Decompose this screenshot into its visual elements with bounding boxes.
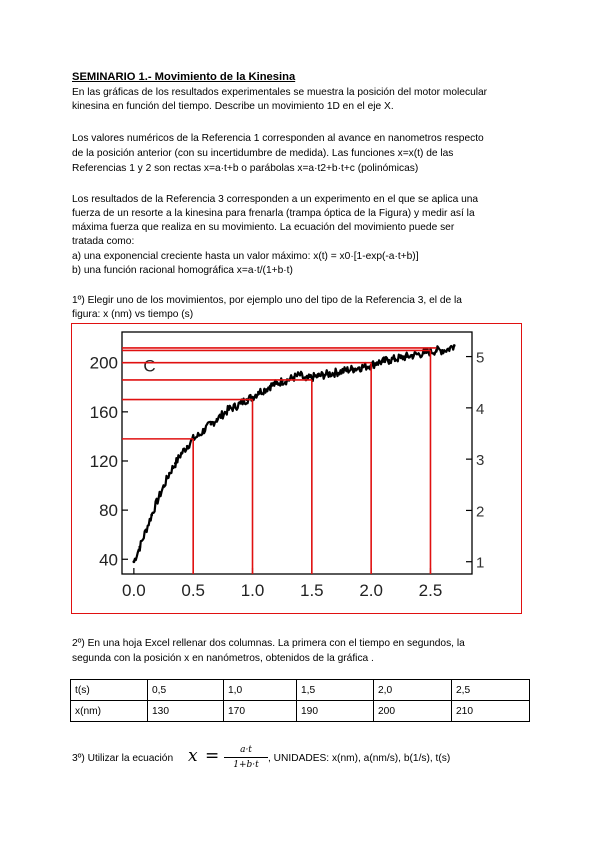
paragraph-line: b) una función racional homográfica x=a·t/(1+b·t)	[72, 265, 293, 276]
table-row	[71, 701, 530, 722]
table-cell: 2,5	[452, 680, 530, 701]
data-point	[174, 462, 177, 465]
data-point	[263, 388, 266, 391]
data-point	[316, 375, 319, 378]
data-point	[168, 472, 171, 475]
data-point	[180, 452, 183, 455]
x-tick-label: 0.5	[181, 581, 206, 600]
data-point	[310, 376, 313, 379]
data-point	[275, 382, 278, 385]
data-point	[239, 402, 242, 405]
paragraph-line: Los resultados de la Referencia 3 corresponden a un experimento en el que se aplica una	[72, 194, 479, 205]
y2-tick-label: 5	[476, 349, 485, 367]
data-point	[423, 351, 426, 354]
data-point	[198, 434, 201, 437]
panel-label: C	[143, 356, 156, 376]
x-tick-label: 2.5	[418, 581, 443, 600]
paragraph-line: a) una exponencial creciente hasta un valor máximo: x(t) = x0·[1-exp(-a·t+b)]	[72, 251, 419, 262]
step3-label: 3º) Utilizar la ecuación	[72, 753, 174, 764]
step1-line: 1º) Elegir uno de los movimientos, por ejemplo uno del tipo de la Referencia 3, el de la	[72, 295, 462, 306]
data-point	[399, 356, 402, 359]
x-tick-label: 0.0	[122, 581, 146, 600]
x-tick-label: 1.5	[300, 581, 324, 600]
data-point	[340, 370, 343, 373]
equation-lhs: x	[188, 746, 198, 766]
y-tick-label: 120	[89, 451, 118, 471]
data-point	[382, 360, 385, 363]
data-point	[216, 418, 219, 421]
data-point	[364, 365, 367, 368]
step2-line: 2º) En una hoja Excel rellenar dos columnas. La primera con el tiempo en segundos, la	[72, 638, 465, 649]
data-point	[227, 408, 230, 411]
table-cell: t(s)	[71, 680, 148, 701]
data-point	[453, 344, 456, 347]
step3-units: , UNIDADES: x(nm), a(nm/s), b(1/s), t(s)	[268, 753, 451, 764]
y-tick-label: 200	[89, 353, 118, 373]
y2-tick-label: 4	[476, 400, 485, 418]
fraction-bar	[224, 757, 268, 758]
step1-line: figura: x (nm) vs tiempo (s)	[72, 309, 194, 320]
data-point	[441, 349, 444, 352]
data-point	[417, 353, 420, 356]
table-cell: 210	[452, 701, 530, 722]
data-point	[251, 396, 254, 399]
data-point	[162, 485, 165, 488]
data-point	[257, 391, 260, 394]
equation-equals: =	[205, 746, 220, 766]
paragraph-line: En las gráficas de los resultados experimentales se muestra la posición del motor molecular	[72, 87, 488, 98]
data-point	[328, 372, 331, 375]
document-title: SEMINARIO 1.- Movimiento de la Kinesina	[72, 71, 296, 83]
equation-numerator: a·t	[240, 745, 252, 755]
paragraph-line: máxima fuerza que realiza en su movimiento. La ecuación del movimiento puede ser	[72, 222, 455, 233]
paragraph-line: tratada como:	[72, 236, 135, 247]
data-point	[411, 354, 414, 357]
table-cell: 0,5	[148, 680, 224, 701]
step2-line: segunda con la posición x en nanómetros, obtenidos de la gráfica .	[72, 653, 374, 664]
table-cell: 200	[374, 701, 452, 722]
table-cell: 2,0	[374, 680, 452, 701]
table-cell: x(nm)	[71, 701, 148, 722]
data-point	[210, 423, 213, 426]
paragraph-line: Los valores numéricos de la Referencia 1 corresponden al avance en nanometros respecto	[72, 133, 484, 144]
data-point	[352, 367, 355, 370]
paragraph-line: kinesina en función del tiempo. Describe un movimiento 1D en el eje X.	[72, 101, 394, 112]
data-table	[70, 679, 530, 722]
table-cell: 170	[224, 701, 297, 722]
data-point	[138, 546, 141, 549]
kinesina-chart	[72, 324, 521, 613]
data-point	[293, 376, 296, 379]
data-point	[376, 361, 379, 364]
plot-frame	[122, 332, 472, 574]
data-point	[144, 530, 147, 533]
y2-tick-label: 3	[476, 452, 485, 470]
x-tick-label: 1.0	[240, 581, 265, 600]
paragraph-line: de la posición anterior (con su incertidumbre de medida). Las funciones x=x(t) de las	[72, 148, 454, 159]
y-tick-label: 40	[99, 550, 118, 570]
data-point	[186, 445, 189, 448]
y-tick-label: 80	[99, 501, 118, 521]
y2-tick-label: 1	[476, 554, 485, 572]
data-point	[299, 374, 302, 377]
data-point	[150, 514, 153, 517]
data-point	[221, 413, 224, 416]
data-point	[156, 499, 159, 502]
data-point	[233, 406, 236, 409]
data-point	[393, 358, 396, 361]
data-point	[322, 374, 325, 377]
equation-fraction	[224, 744, 268, 771]
data-point	[204, 428, 207, 431]
table-cell: 190	[297, 701, 374, 722]
data-point	[405, 355, 408, 358]
table-cell: 1,5	[297, 680, 374, 701]
data-point	[269, 385, 272, 388]
data-point	[346, 369, 349, 372]
data-point	[388, 359, 391, 362]
table-cell: 1,0	[224, 680, 297, 701]
x-tick-label: 2.0	[359, 581, 383, 600]
table-cell: 130	[148, 701, 224, 722]
data-point	[132, 560, 135, 563]
y-tick-label: 160	[89, 402, 118, 422]
y2-tick-label: 2	[476, 503, 485, 521]
data-point	[435, 349, 438, 352]
equation-denominator: 1+b·t	[233, 760, 259, 770]
data-point	[358, 366, 361, 369]
paragraph-line: Referencias 1 y 2 son rectas x=a·t+b o parábolas x=a·t2+b·t+c (polinómicas)	[72, 163, 419, 174]
data-point	[334, 371, 337, 374]
paragraph-line: fuerza de un resorte a la kinesina para frenarla (trampa óptica de la Figura) y medir así la	[72, 208, 475, 219]
data-point	[447, 348, 450, 351]
table-row	[71, 680, 530, 701]
